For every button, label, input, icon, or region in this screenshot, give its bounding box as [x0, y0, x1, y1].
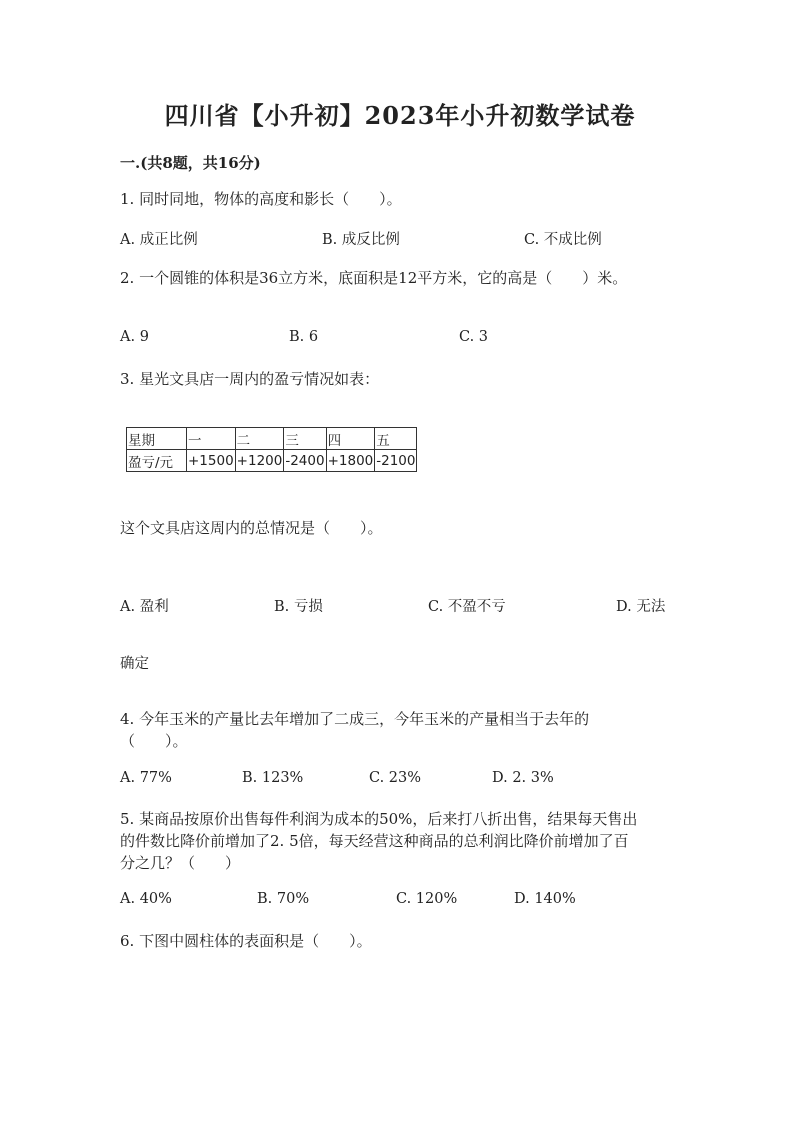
question-6-text: 6. 下图中圆柱体的表面积是（ ）。 — [120, 932, 372, 950]
table-cell: -2100 — [375, 450, 417, 472]
question-3-option-d-continued: 确定 — [120, 656, 149, 672]
question-4-option-b: B. 123% — [242, 770, 304, 786]
table-cell: 盈亏/元 — [127, 450, 187, 472]
profit-loss-table — [126, 427, 417, 472]
section-heading: 一.(共8题，共16分) — [120, 154, 261, 172]
question-5-line-1: 5. 某商品按原价出售每件利润为成本的50%，后来打八折出售，结果每天售出 — [120, 810, 638, 828]
question-5-option-a: A. 40% — [120, 891, 172, 907]
question-2-text: 2. 一个圆锥的体积是36立方米，底面积是12平方米，它的高是（ ）米。 — [120, 269, 628, 287]
question-1-option-a: A. 成正比例 — [120, 232, 198, 248]
table-row — [127, 450, 417, 472]
question-3-text: 3. 星光文具店一周内的盈亏情况如表： — [120, 370, 380, 388]
table-row — [127, 428, 417, 450]
table-cell: +1800 — [326, 450, 375, 472]
question-2-option-c: C. 3 — [459, 329, 489, 345]
table-header-cell: 三 — [284, 428, 326, 450]
question-4-line-1: 4. 今年玉米的产量比去年增加了二成三，今年玉米的产量相当于去年的 — [120, 710, 590, 728]
question-4-option-a: A. 77% — [120, 770, 172, 786]
question-3-option-b: B. 亏损 — [274, 599, 323, 615]
question-3-followup: 这个文具店这周内的总情况是（ ）。 — [120, 519, 383, 537]
question-5-option-d: D. 140% — [514, 891, 576, 907]
question-4-option-c: C. 23% — [369, 770, 422, 786]
question-5-line-3: 分之几？（ ） — [120, 854, 241, 872]
question-3-option-a: A. 盈利 — [120, 599, 169, 615]
question-5-option-b: B. 70% — [257, 891, 310, 907]
table-header-cell: 一 — [187, 428, 236, 450]
table-cell: -2400 — [284, 450, 326, 472]
question-2-option-a: A. 9 — [120, 329, 149, 345]
question-5-option-c: C. 120% — [396, 891, 458, 907]
table-header-cell: 二 — [235, 428, 284, 450]
table-header-cell: 四 — [326, 428, 375, 450]
page-title: 四川省【小升初】2023年小升初数学试卷 — [164, 101, 636, 130]
question-1-option-b: B. 成反比例 — [322, 232, 400, 248]
table-cell: +1200 — [235, 450, 284, 472]
question-1-option-c: C. 不成比例 — [524, 232, 602, 248]
question-3-option-c: C. 不盈不亏 — [428, 599, 506, 615]
question-1-text: 1. 同时同地，物体的高度和影长（ ）。 — [120, 190, 402, 208]
question-2-option-b: B. 6 — [289, 329, 319, 345]
table-header-cell: 五 — [375, 428, 417, 450]
table-cell: +1500 — [187, 450, 236, 472]
question-4-line-2: （ ）。 — [120, 732, 188, 750]
table-header-cell: 星期 — [127, 428, 187, 450]
question-3-option-d: D. 无法 — [616, 599, 666, 615]
question-4-option-d: D. 2. 3% — [492, 770, 554, 786]
question-5-line-2: 的件数比降价前增加了2. 5倍，每天经营这种商品的总利润比降价前增加了百 — [120, 832, 629, 850]
